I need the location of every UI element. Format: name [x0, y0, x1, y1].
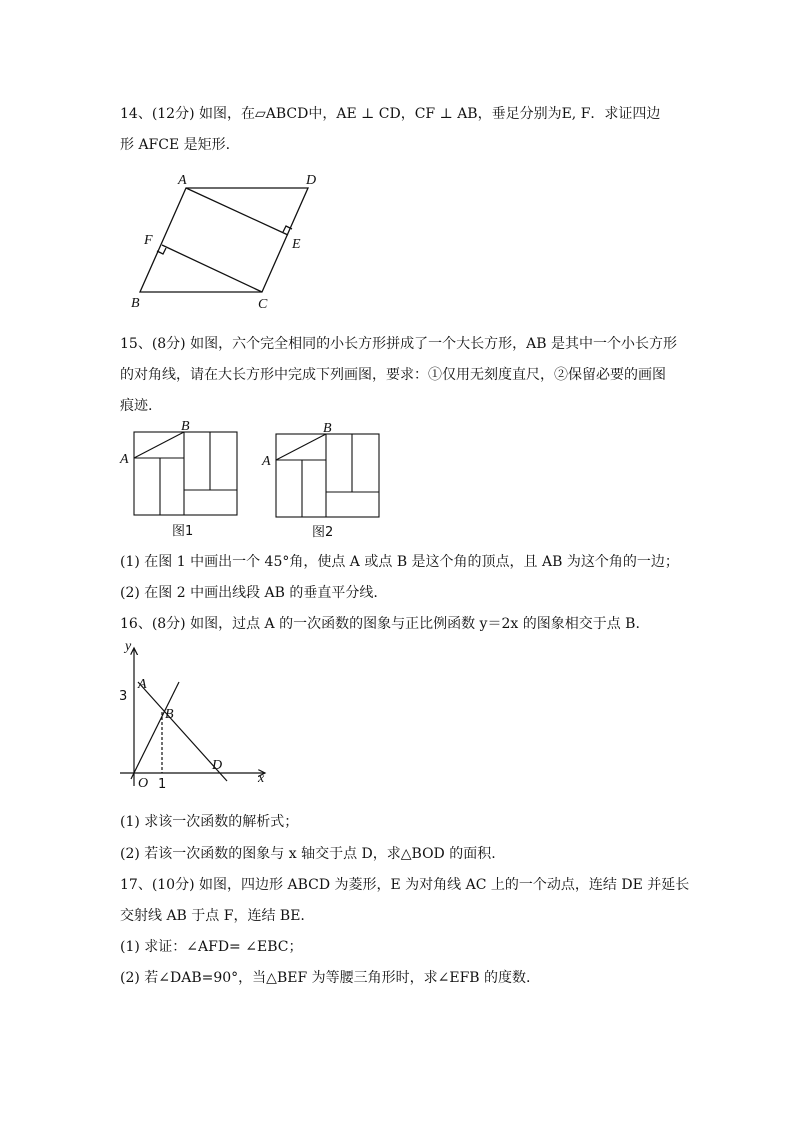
q17-line-2: 交射线 AB 于点 F，连结 BE.: [120, 908, 305, 924]
label-d: D: [306, 173, 317, 188]
q16-sub-1: (1) 求该一次函数的解析式；: [120, 814, 299, 830]
label-y-axis: y: [125, 639, 132, 654]
q14-line-1: 14、(12分) 如图，在▱ABCD中，AE ⊥ CD，CF ⊥ AB，垂足分别为E, F．求证四边: [120, 106, 661, 122]
label-o: O: [138, 776, 149, 791]
q17-sub-2: (2) 若∠DAB=90°，当△BEF 为等腰三角形时，求∠EFB 的度数.: [120, 970, 531, 986]
fig1-label-b: B: [181, 419, 190, 434]
q15-sub-1: (1) 在图 1 中画出一个 45°角，使点 A 或点 B 是这个角的顶点，且 AB 为这个角的一边；: [120, 554, 679, 570]
diagonal-ab: [276, 434, 326, 460]
fig1-caption: 图1: [172, 524, 194, 539]
label-f: F: [144, 233, 153, 248]
q15-line-1: 15、(8分) 如图，六个完全相同的小长方形拼成了一个大长方形，AB 是其中一个小长方形: [120, 336, 677, 352]
tick-label-3: 3: [119, 689, 128, 704]
line-y-2x: [131, 682, 179, 779]
q17-line-1: 17、(10分) 如图，四边形 ABCD 为菱形，E 为对角线 AC 上的一个动点，连结 DE 并延长: [120, 877, 690, 893]
fig1-label-a: A: [120, 452, 129, 467]
label-b: B: [165, 707, 174, 722]
q15-sub-2: (2) 在图 2 中画出线段 AB 的垂直平分线.: [120, 585, 378, 601]
fig2-label-b: B: [323, 421, 332, 436]
parallelogram-abcd: [140, 188, 308, 292]
segment-cf: [162, 245, 262, 292]
q17-sub-1: (1) 求证：∠AFD= ∠EBC；: [120, 939, 303, 955]
q14-line-2: 形 AFCE 是矩形.: [120, 137, 231, 153]
label-x-axis: x: [258, 771, 265, 786]
label-b: B: [131, 296, 140, 311]
label-a: A: [178, 173, 187, 188]
label-c: C: [258, 297, 268, 312]
diagonal-ab: [134, 432, 184, 458]
segment-ae: [186, 188, 288, 235]
fig2-caption: 图2: [312, 525, 334, 540]
q16-sub-2: (2) 若该一次函数的图象与 x 轴交于点 D，求△BOD 的面积.: [120, 846, 496, 862]
fig2-label-a: A: [262, 454, 271, 469]
q15-figure-2: [260, 418, 385, 543]
tick-label-1: 1: [158, 777, 167, 792]
q15-figure-1: [118, 418, 243, 543]
q16-function-graph: [115, 636, 275, 796]
q15-line-2: 的对角线，请在大长方形中完成下列画图，要求：①仅用无刻度直尺，②保留必要的画图: [120, 367, 666, 383]
right-angle-mark-f: [157, 248, 166, 254]
label-a: A: [138, 677, 147, 692]
label-d: D: [212, 758, 223, 773]
q14-parallelogram-figure: [120, 168, 320, 318]
label-e: E: [292, 237, 301, 252]
q15-line-3: 痕迹.: [120, 398, 153, 414]
q16-line-1: 16、(8分) 如图，过点 A 的一次函数的图象与正比例函数 y＝2x 的图象相交于点 B.: [120, 616, 640, 632]
